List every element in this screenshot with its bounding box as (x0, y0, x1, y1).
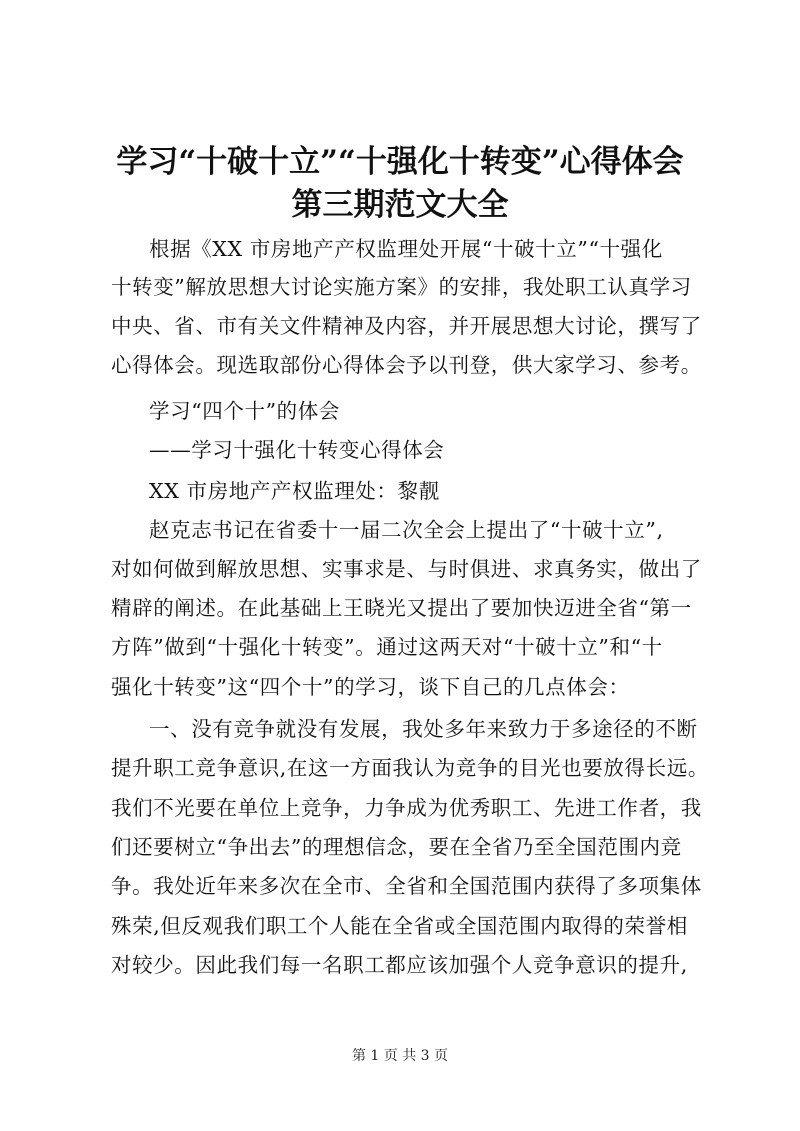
paragraph-line: 争。我处近年来多次在全市、全省和全国范围内获得了多项集体 (111, 874, 702, 898)
intro-line: 中央、省、市有关文件精神及内容，并开展思想大讨论，撰写了 (111, 314, 702, 338)
article-subtitle: ——学习十强化十转变心得体会 (149, 438, 445, 462)
paragraph-line: 殊荣,但反观我们职工个人能在全省或全国范围内取得的荣誉相 (111, 914, 688, 938)
paragraph-line: 们还要树立“争出去”的理想信念，要在全省乃至全国范围内竞 (111, 835, 682, 859)
article-title: 学习“四个十”的体会 (149, 399, 340, 423)
intro-line: 心得体会。现选取部份心得体会予以刊登，供大家学习、参考。 (111, 353, 702, 377)
paragraph-line: 一、没有竞争就没有发展，我处多年来致力于多途径的不断 (149, 717, 698, 741)
paragraph-line: 方阵”做到“十强化十转变”。通过这两天对“十破十立”和“十 (111, 635, 663, 659)
document-title-line-1: 学习“十破十立”“十强化十转变”心得体会 (116, 144, 684, 180)
author-line: XX 市房地产产权监理处：黎靓 (149, 479, 440, 503)
page-number: 第 1 页 共 3 页 (351, 1048, 449, 1064)
paragraph-line: 对如何做到解放思想、实事求是、与时俱进、求真务实，做出了 (111, 557, 702, 581)
paragraph-line: 赵克志书记在省委十一届二次全会上提出了“十破十立”, (149, 518, 664, 542)
paragraph-line: 强化十转变”这“四个十”的学习，谈下自己的几点体会： (111, 675, 630, 699)
intro-line: 根据《XX 市房地产产权监理处开展“十破十立”“十强化 (149, 237, 663, 261)
intro-line: 十转变”解放思想大讨论实施方案》的安排，我处职工认真学习 (111, 275, 692, 299)
paragraph-line: 精辟的阐述。在此基础上王晓光又提出了要加快迈进全省“第一 (111, 596, 692, 620)
paragraph-line: 我们不光要在单位上竞争，力争成为优秀职工、先进工作者，我 (111, 796, 702, 820)
paragraph-line: 提升职工竞争意识,在这一方面我认为竞争的目光也要放得长远。 (111, 756, 709, 780)
document-title-line-2: 第三期范文大全 (291, 187, 509, 223)
paragraph-line: 对较少。因此我们每一名职工都应该加强个人竞争意识的提升, (111, 953, 688, 977)
